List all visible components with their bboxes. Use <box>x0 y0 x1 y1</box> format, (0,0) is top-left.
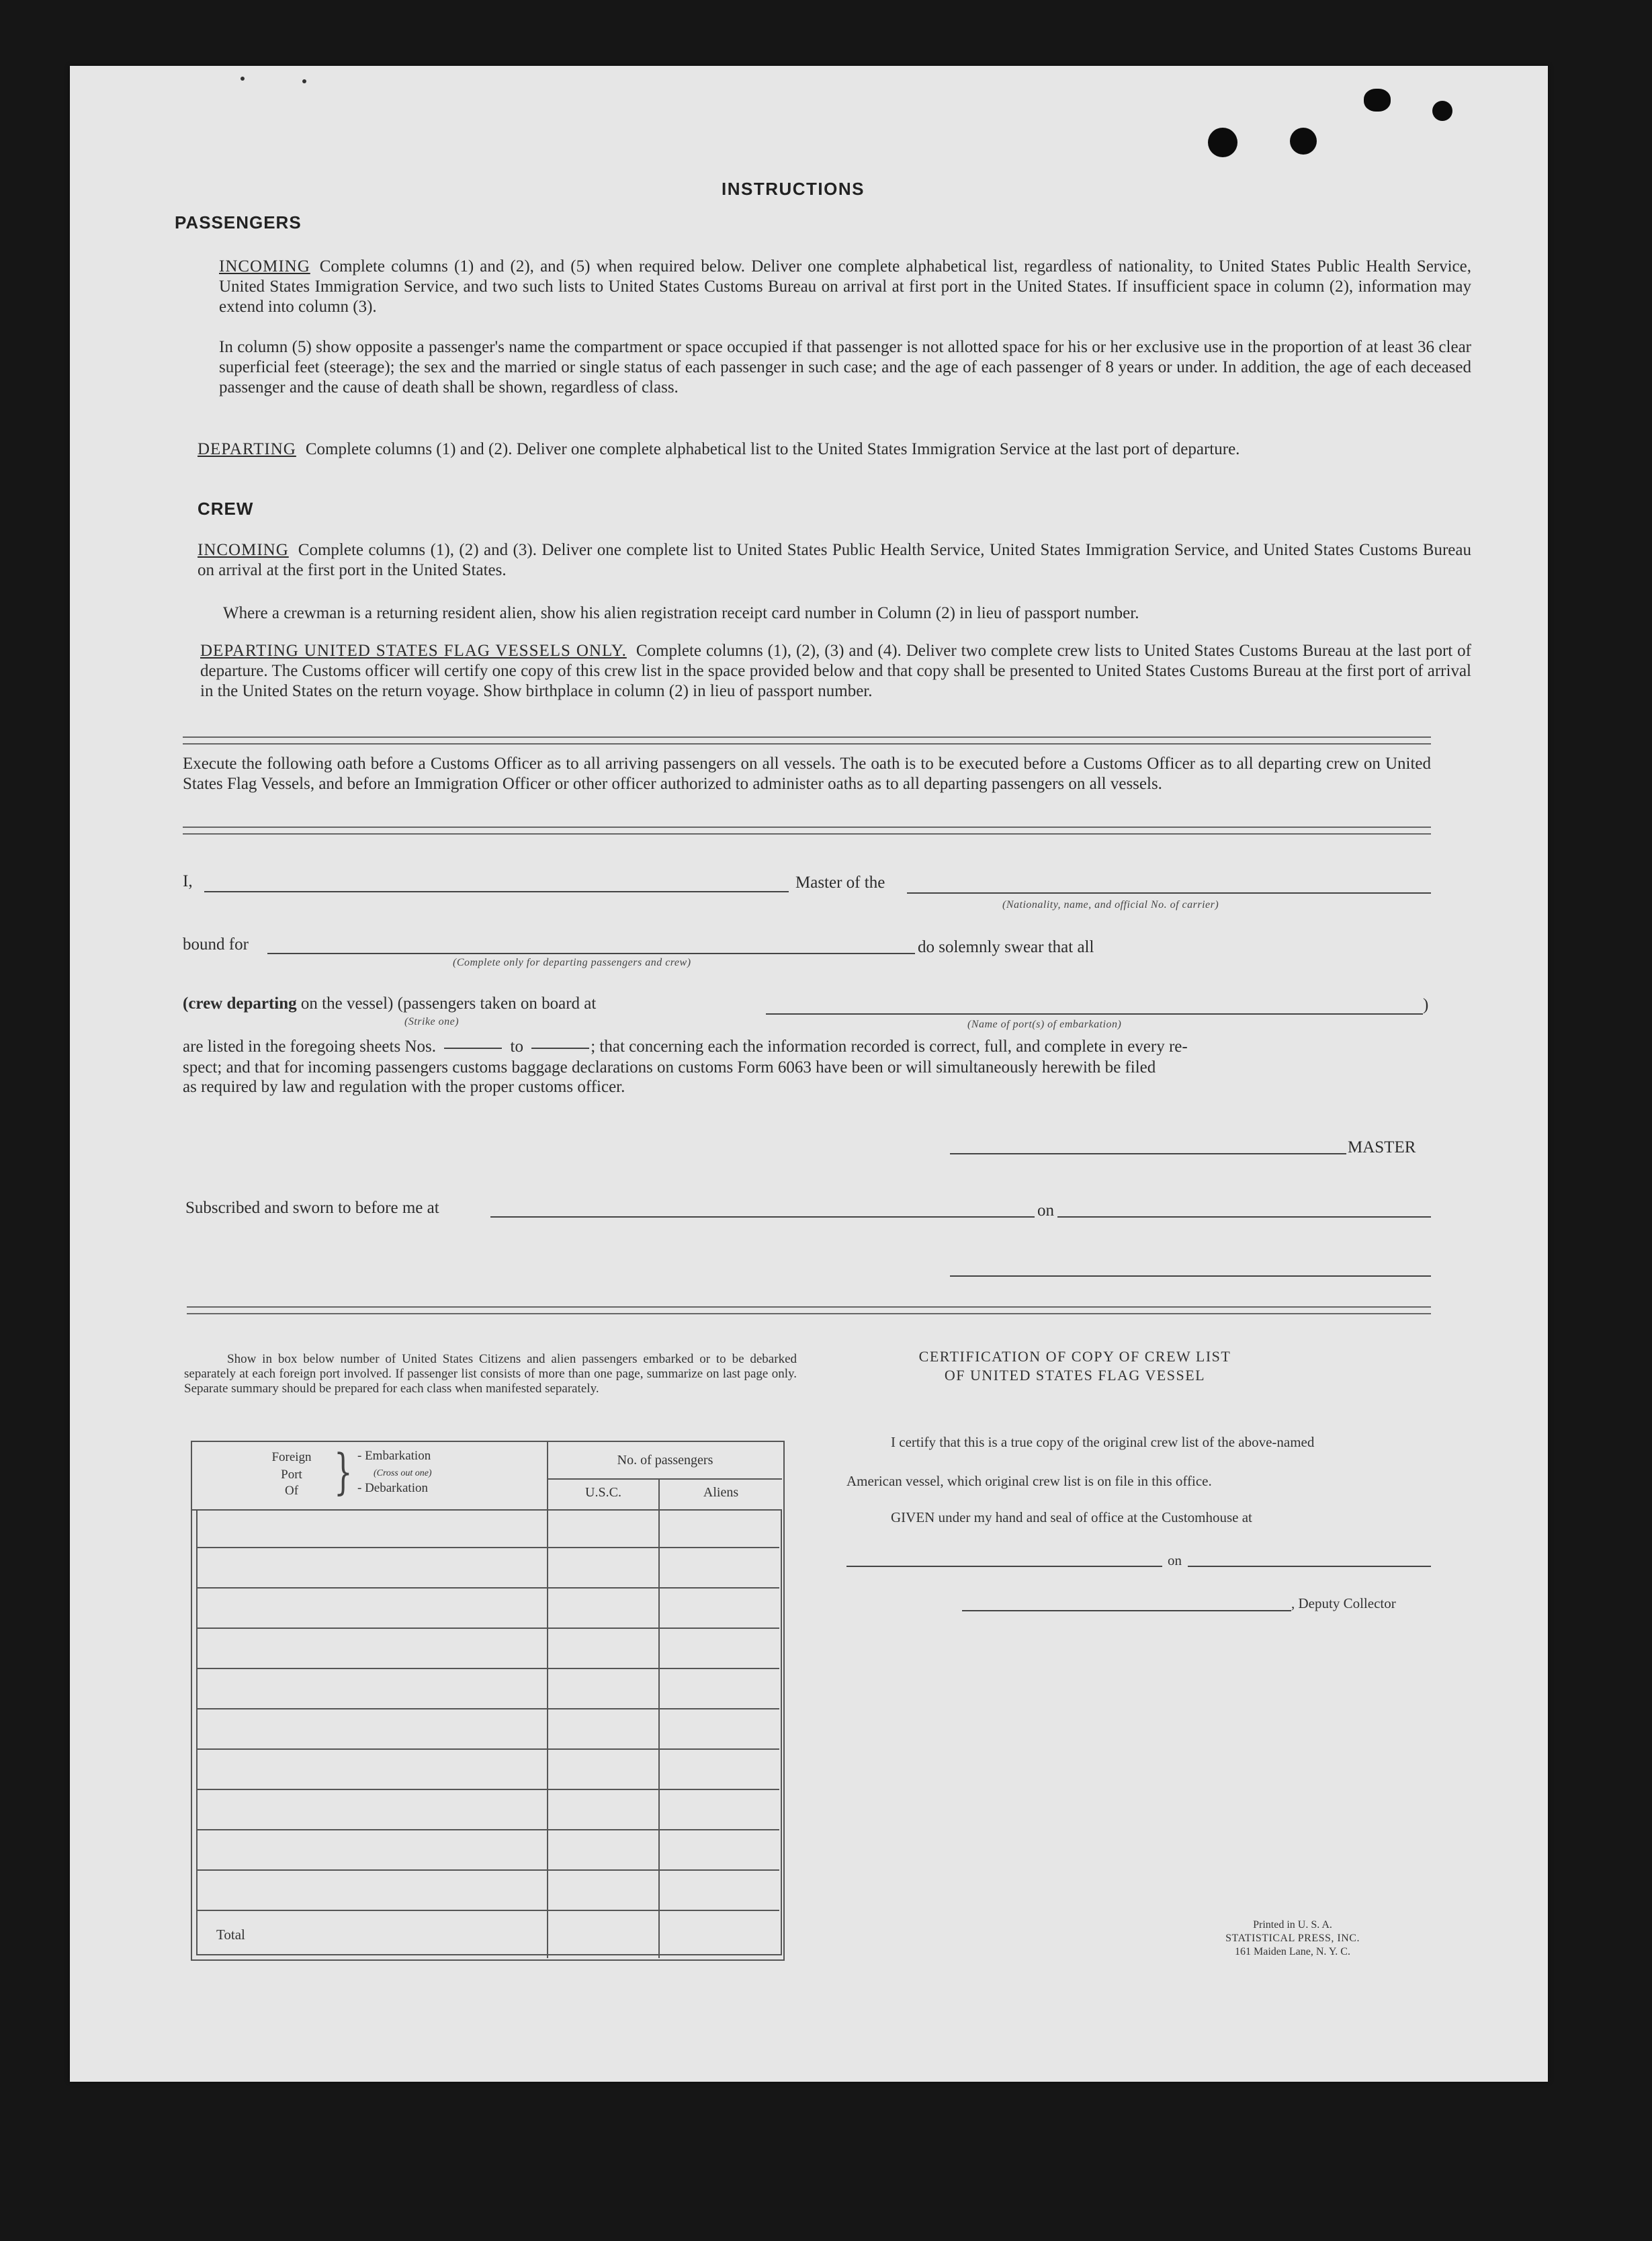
swear-label: do solemnly swear that all <box>918 938 1094 956</box>
printer-line-1: Printed in U. S. A. <box>1253 1919 1332 1931</box>
speck <box>241 77 245 81</box>
punch-hole <box>1208 128 1237 157</box>
bound-for-field[interactable] <box>267 953 915 954</box>
brace-icon: } <box>334 1443 353 1500</box>
row-line <box>196 1910 779 1911</box>
box-inner-frame <box>196 1509 782 1955</box>
oath-intro: Execute the following oath before a Customs Officer as to all arriving passengers on all vessels. The oath is to be executed before a Customs Officer as to all departing crew on United States Flag Vessels, and before an Immigration Officer or other officer authorized to administer oaths as to all departing passengers on all vessels. <box>183 755 1431 793</box>
crew-incoming-label: INCOMING <box>198 541 289 559</box>
certification-heading-2: OF UNITED STATES FLAG VESSEL <box>944 1367 1206 1384</box>
name-of-port-hint: (Name of port(s) of embarkation) <box>967 1019 1122 1030</box>
deputy-collector-field[interactable] <box>962 1610 1291 1611</box>
master-label: MASTER <box>1348 1138 1416 1156</box>
punch-hole <box>1432 101 1452 121</box>
speck <box>302 79 306 83</box>
row-line <box>196 1829 779 1830</box>
sheet-to-field[interactable] <box>531 1048 589 1049</box>
deputy-collector-label: , Deputy Collector <box>1291 1595 1396 1611</box>
crew-incoming-paragraph <box>198 540 1471 581</box>
certification-line-1: I certify that this is a true copy of the original crew list of the above-named <box>891 1434 1315 1450</box>
sheet-from-field[interactable] <box>444 1048 502 1049</box>
no-of-passengers-header: No. of passengers <box>617 1453 713 1468</box>
port-label: Port <box>281 1468 302 1482</box>
certification-line-3: GIVEN under my hand and seal of office at the Customhouse at <box>891 1509 1252 1525</box>
row-line <box>196 1789 779 1790</box>
row-line <box>196 1547 779 1548</box>
master-of-the-label: Master of the <box>795 874 885 892</box>
incoming-text: Complete columns (1) and (2), and (5) when required below. Deliver one complete alphabetical list, regardless of nationality, to United States Public Health Service, United States Immigration Service, and two such lists to United States Customs Bureau on arrival at first port in the United States. If insufficient space in column (2), information may extend into column (3). <box>219 257 1471 316</box>
header-rule <box>547 1478 782 1480</box>
embarkation-label: - Embarkation <box>357 1449 431 1463</box>
on-the-vessel-text: on the vessel) <box>300 995 394 1013</box>
usc-header: U.S.C. <box>585 1485 621 1500</box>
printer-line-2: STATISTICAL PRESS, INC. <box>1225 1933 1360 1944</box>
certification-line-2: American vessel, which original crew list is on file in this office. <box>846 1473 1212 1489</box>
passengers-heading: PASSENGERS <box>175 212 302 232</box>
nationality-hint: (Nationality, name, and official No. of carrier) <box>1002 899 1219 911</box>
row-line <box>196 1869 779 1871</box>
master-signature-field[interactable] <box>950 1153 1346 1154</box>
crew-heading: CREW <box>198 499 254 519</box>
row-line <box>196 1668 779 1669</box>
box-header-foreign-port <box>191 1441 548 1511</box>
crew-departing-text: Complete columns (1), (2), (3) and (4). Deliver two complete crew lists to United States Customs Bureau at the last port of departure. The Customs officer will certify one copy of this crew list in the space provided below and that copy shall be presented to United States Customs Bureau at the first port of arrival in the United States on the return voyage. Show birthplace in column (2) in lieu of passport number. <box>200 642 1471 700</box>
passengers-incoming-paragraph <box>219 257 1471 317</box>
punch-hole <box>1290 128 1317 155</box>
subscribed-date-field[interactable] <box>1057 1216 1431 1218</box>
row-line <box>196 1708 779 1709</box>
crew-departing-paragraph <box>200 641 1471 702</box>
departing-label: DEPARTING <box>198 440 296 458</box>
summary-note: Show in box below number of United States Citizens and alien passengers embarked or to be debarked separately at each foreign port involved. If passenger list consists of more than one page, summarize on last page only. Separate summary should be prepared for each class when manifested separately. <box>184 1352 797 1396</box>
listed-to: to <box>510 1038 523 1056</box>
row-line <box>196 1748 779 1750</box>
crew-departing-label: DEPARTING UNITED STATES FLAG VESSELS ONLY. <box>200 642 627 660</box>
incoming-label: INCOMING <box>219 257 310 276</box>
port-of-embarkation-field[interactable] <box>766 1013 1423 1015</box>
passengers-departing-paragraph <box>198 439 1471 460</box>
certification-heading-1: CERTIFICATION OF COPY OF CREW LIST <box>918 1348 1231 1365</box>
i-label: I, <box>183 872 193 890</box>
listed-b: ; that concerning each the information recorded is correct, full, and complete in every re- <box>591 1038 1188 1056</box>
aliens-header: Aliens <box>703 1485 739 1500</box>
master-name-field[interactable] <box>204 891 789 892</box>
printer-line-3: 161 Maiden Lane, N. Y. C. <box>1235 1946 1350 1957</box>
carrier-field[interactable] <box>907 892 1431 894</box>
divider <box>187 1306 1431 1314</box>
subscribed-place-field[interactable] <box>490 1216 1035 1218</box>
passengers-taken-text: (passengers taken on board at <box>397 995 597 1013</box>
crew-departing-text: (crew departing <box>183 995 297 1013</box>
subscribed-on-label: on <box>1037 1201 1054 1220</box>
bound-for-label: bound for <box>183 935 249 954</box>
listed-line-3: as required by law and regulation with the proper customs officer. <box>183 1078 625 1096</box>
officer-signature-field[interactable] <box>950 1275 1431 1277</box>
row-line <box>196 1627 779 1629</box>
listed-line-1 <box>183 1038 1188 1056</box>
certification-date-field[interactable] <box>1188 1566 1431 1567</box>
crew-returning-paragraph: Where a crewman is a returning resident alien, show his alien registration receipt card number in Column (2) in lieu of passport number. <box>223 604 1139 622</box>
document-page <box>70 66 1548 2082</box>
of-label: Of <box>284 1484 299 1498</box>
close-paren: ) <box>1423 996 1429 1014</box>
crew-incoming-text: Complete columns (1), (2) and (3). Deliver one complete list to United States Public Health Service, United States Immigration Service, and United States Customs Bureau on arrival at the first port in the United States. <box>198 541 1471 579</box>
certification-on-label: on <box>1168 1552 1182 1568</box>
total-label: Total <box>216 1927 245 1943</box>
subscribed-label: Subscribed and sworn to before me at <box>185 1199 439 1217</box>
debarkation-label: - Debarkation <box>357 1481 428 1495</box>
cross-out-hint: (Cross out one) <box>374 1468 432 1478</box>
instructions-title: INSTRUCTIONS <box>722 179 865 199</box>
complete-only-hint: (Complete only for departing passengers and crew) <box>453 957 691 968</box>
column5-paragraph: In column (5) show opposite a passenger's name the compartment or space occupied if that passenger is not allotted space for his or her exclusive use in the proportion of at least 36 clear superficial feet (steerage); the sex and the married or single status of each passenger in such case; and the age of each passenger of 8 years or under. In addition, the age of each deceased passenger and the cause of death shall be shown, regardless of class. <box>219 338 1471 396</box>
departing-text: Complete columns (1) and (2). Deliver one complete alphabetical list to the United States Immigration Service at the last port of departure. <box>305 440 1240 458</box>
strike-one-hint: (Strike one) <box>404 1016 460 1027</box>
divider <box>183 827 1431 835</box>
listed-a: are listed in the foregoing sheets Nos. <box>183 1038 436 1056</box>
punch-hole <box>1364 89 1391 112</box>
foreign-label: Foreign <box>271 1450 312 1464</box>
divider <box>183 736 1431 745</box>
crew-departing-option <box>183 995 596 1013</box>
row-line <box>196 1587 779 1589</box>
customhouse-field[interactable] <box>846 1566 1162 1567</box>
listed-line-2: spect; and that for incoming passengers customs baggage declarations on customs Form 6063 have been or will simultaneously herewith be filed <box>183 1058 1156 1076</box>
